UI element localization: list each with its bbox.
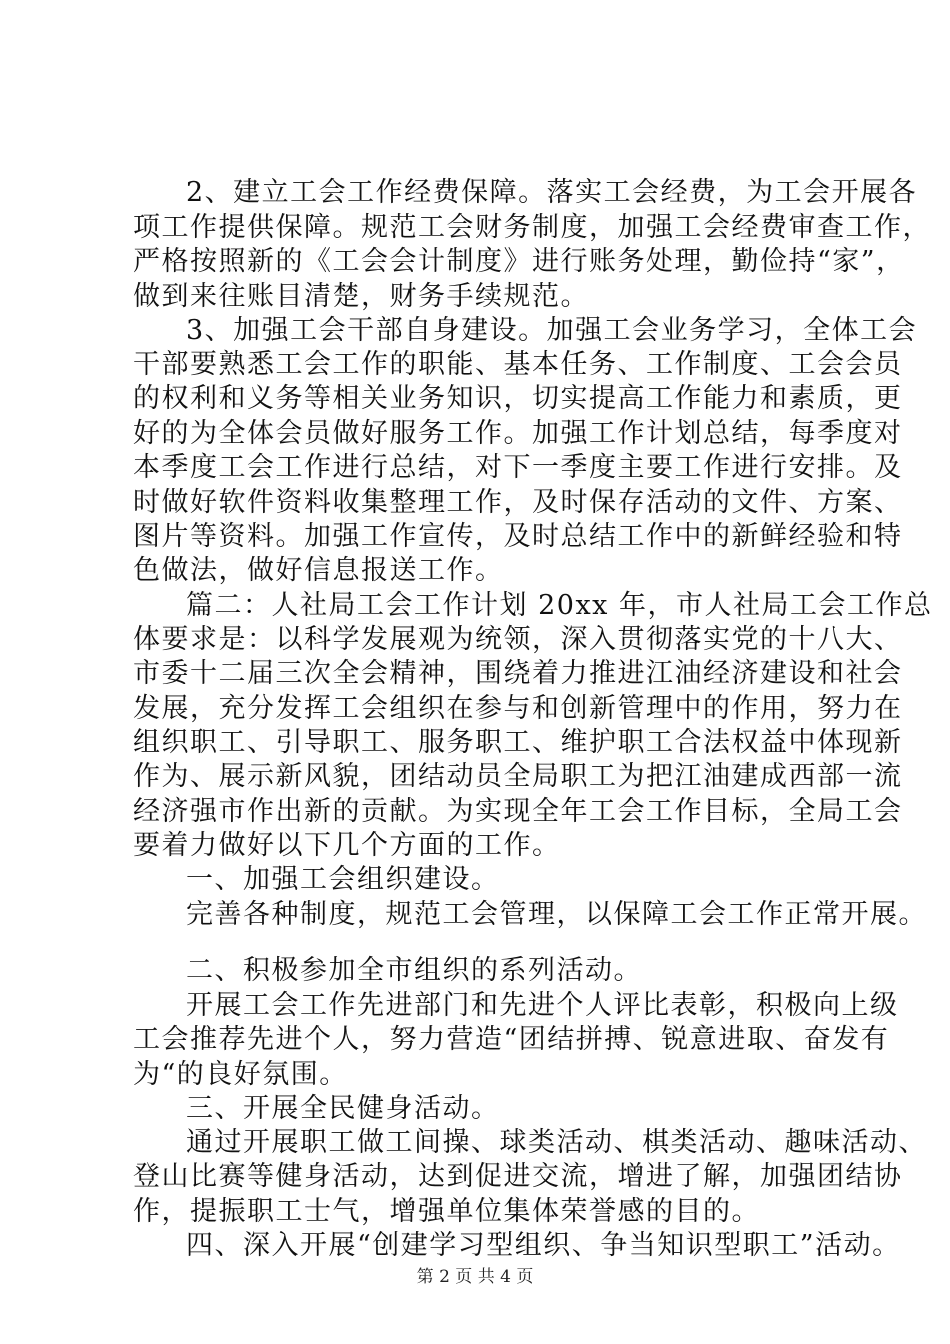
paragraph-line: 要着力做好以下几个方面的工作。 bbox=[133, 830, 561, 861]
paragraph-line: 工会推荐先进个人，努力营造“团结拼搏、锐意进取、奋发有 bbox=[133, 1024, 890, 1055]
paragraph-line: 好的为全体会员做好服务工作。加强工作计划总结，每季度对 bbox=[133, 418, 903, 449]
paragraph-line: 本季度工会工作进行总结，对下一季度主要工作进行安排。及 bbox=[133, 452, 903, 483]
paragraph-line: 开展工会工作先进部门和先进个人评比表彰，积极向上级 bbox=[186, 990, 899, 1021]
paragraph-line: 组织职工、引导职工、服务职工、维护职工合法权益中体现新 bbox=[133, 727, 903, 758]
paragraph-line: 发展，充分发挥工会组织在参与和创新管理中的作用，努力在 bbox=[133, 693, 903, 724]
page-number-footer: 第 2 页 共 4 页 bbox=[416, 1267, 534, 1287]
paragraph-line: 作，提振职工士气，增强单位集体荣誉感的目的。 bbox=[133, 1196, 760, 1227]
section-heading: 三、开展全民健身活动。 bbox=[186, 1093, 500, 1124]
paragraph-line: 作为、展示新风貌，团结动员全局职工为把江油建成西部一流 bbox=[133, 761, 903, 792]
paragraph-line: 3、加强工会干部自身建设。加强工会业务学习，全体工会 bbox=[186, 315, 918, 346]
paragraph-line: 为“的良好氛围。 bbox=[133, 1059, 348, 1090]
paragraph-line: 经济强市作出新的贡献。为实现全年工会工作目标，全局工会 bbox=[133, 796, 903, 827]
paragraph-line: 时做好软件资料收集整理工作，及时保存活动的文件、方案、 bbox=[133, 487, 903, 518]
paragraph-line: 色做法，做好信息报送工作。 bbox=[133, 555, 504, 586]
paragraph-line: 完善各种制度，规范工会管理，以保障工会工作正常开展。 bbox=[186, 899, 927, 930]
paragraph-line: 通过开展职工做工间操、球类活动、棋类活动、趣味活动、 bbox=[186, 1127, 927, 1158]
paragraph-line: 体要求是：以科学发展观为统领，深入贯彻落实党的十八大、 bbox=[133, 624, 903, 655]
section-heading: 四、深入开展“创建学习型组织、争当知识型职工”活动。 bbox=[186, 1230, 901, 1261]
paragraph-line: 登山比赛等健身活动，达到促进交流，增进了解，加强团结协 bbox=[133, 1161, 903, 1192]
paragraph-line: 图片等资料。加强工作宣传，及时总结工作中的新鲜经验和特 bbox=[133, 521, 903, 552]
paragraph-line: 篇二：人社局工会工作计划 20xx 年，市人社局工会工作总 bbox=[186, 590, 933, 621]
paragraph-line: 2、建立工会工作经费保障。落实工会经费，为工会开展各 bbox=[186, 177, 918, 208]
paragraph-line: 干部要熟悉工会工作的职能、基本任务、工作制度、工会会员 bbox=[133, 349, 903, 380]
paragraph-line: 严格按照新的《工会会计制度》进行账务处理，勤俭持“家”， bbox=[133, 246, 905, 277]
section-heading: 一、加强工会组织建设。 bbox=[186, 864, 500, 895]
section-heading: 二、积极参加全市组织的系列活动。 bbox=[186, 955, 642, 986]
paragraph-line: 市委十二届三次全会精神，围绕着力推进江油经济建设和社会 bbox=[133, 658, 903, 689]
paragraph-line: 项工作提供保障。规范工会财务制度，加强工会经费审查工作， bbox=[133, 212, 931, 243]
paragraph-line: 的权利和义务等相关业务知识，切实提高工作能力和素质，更 bbox=[133, 383, 903, 414]
paragraph-line: 做到来往账目清楚，财务手续规范。 bbox=[133, 281, 589, 312]
